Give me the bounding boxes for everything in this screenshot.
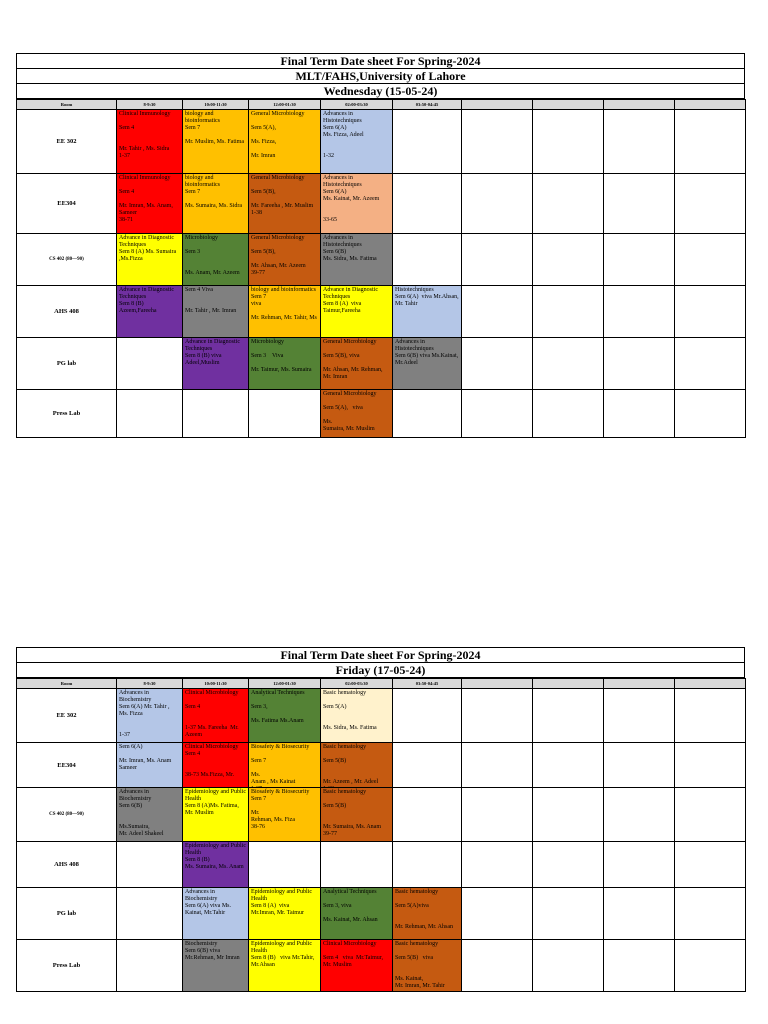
room-label: CS 402 (80—90) [17, 234, 117, 286]
exam-slot [321, 286, 393, 338]
empty-slot [675, 174, 746, 234]
header-timeslot [675, 679, 746, 689]
header-timeslot: 10:00-11:30 [183, 100, 249, 110]
header-timeslot: 8-9:30 [117, 679, 183, 689]
empty-slot [393, 788, 462, 842]
room-label: EE304 [17, 743, 117, 788]
empty-slot [393, 174, 462, 234]
table-row [17, 842, 746, 888]
header-timeslot: 12:00-01:30 [249, 679, 321, 689]
room-label: PG lab [17, 888, 117, 940]
room-label: AHS 408 [17, 286, 117, 338]
empty-slot [533, 888, 604, 940]
empty-slot [604, 689, 675, 743]
exam-slot-text: Sem 6(A) Mr. Imran, Ms. Anam Sameer [119, 744, 172, 771]
exam-slot-text: Basic hematology Sem 5(A)viva Mr. Rehman, Mr. Ahsan [395, 889, 453, 930]
exam-slot-text: Advances in Biochemistry Sem 6(A) viva Ms. Kainat, Mr.Tahir [185, 889, 231, 916]
empty-slot [604, 743, 675, 788]
empty-slot [675, 842, 746, 888]
exam-slot [249, 940, 321, 992]
empty-slot [604, 338, 675, 390]
sheet-title: Final Term Date sheet For Spring-2024 [16, 53, 745, 68]
room-label: EE 302 [17, 110, 117, 174]
empty-slot [604, 110, 675, 174]
exam-slot [117, 286, 183, 338]
header-timeslot [462, 100, 533, 110]
sheet-day: Wednesday (15-05-24) [16, 83, 745, 99]
header-timeslot: 03:50-04:45 [393, 100, 462, 110]
room-label: EE304 [17, 174, 117, 234]
room-label: EE 302 [17, 689, 117, 743]
exam-slot-text: Advance in Diagnostic Techniques Sem 8 (A) Ms. Sumaira ,Ms.Fizza [119, 235, 177, 262]
exam-slot-text: Biosafety & Biosecurity Sem 7 Mr. Rehman, Ms. Fiza 38-76 [251, 789, 310, 830]
empty-slot [462, 743, 533, 788]
empty-slot [604, 788, 675, 842]
empty-slot [462, 174, 533, 234]
exam-slot-text: General Microbiology Sem 5(B), Mr. Ahsan, Mr. Azeem 39-77 [251, 235, 306, 276]
exam-slot-text: Analytical Techniques Sem 3, Ms. Fatima Ms.Anam [251, 690, 305, 724]
exam-slot [393, 338, 462, 390]
exam-slot [183, 888, 249, 940]
datesheet-friday [16, 647, 745, 992]
empty-slot [675, 286, 746, 338]
sheet-title: Final Term Date sheet For Spring-2024 [16, 647, 745, 662]
exam-slot-text: Advances in Histotechniques Sem 6(A) Ms. Kainat, Mr. Azeem 33-65 [323, 175, 380, 223]
empty-slot [533, 743, 604, 788]
exam-slot [249, 338, 321, 390]
exam-slot [249, 110, 321, 174]
exam-slot-text: Advance in Diagnostic Techniques Sem 8 (B) Azeem,Fareeha [119, 287, 174, 314]
room-label: Press Lab [17, 390, 117, 438]
exam-slot-text: Basic hematology Sem 5(B) Mr. Azeem , Mr. Adeel [323, 744, 379, 785]
exam-slot-text: Microbiology Sem 3 Ms. Anam, Mr. Azeem [185, 235, 240, 276]
empty-slot [249, 390, 321, 438]
header-room: Room [17, 100, 117, 110]
header-timeslot: 02:00-03:30 [321, 679, 393, 689]
empty-slot [533, 940, 604, 992]
exam-slot [117, 234, 183, 286]
empty-slot [117, 390, 183, 438]
exam-slot-text: General Microbiology Sem 5(A), viva Ms. Sumaira, Mr. Muslim [323, 391, 377, 432]
exam-slot [117, 174, 183, 234]
header-timeslot: 02:00-03:30 [321, 100, 393, 110]
empty-slot [675, 338, 746, 390]
exam-slot [183, 174, 249, 234]
exam-slot-text: General Microbiology Sem 5(B), Mr. Fareeha , Mr. Muslim 1-38 [251, 175, 314, 216]
empty-slot [393, 390, 462, 438]
empty-slot [604, 940, 675, 992]
exam-slot [117, 788, 183, 842]
exam-slot [183, 110, 249, 174]
empty-slot [462, 234, 533, 286]
empty-slot [604, 286, 675, 338]
empty-slot [183, 390, 249, 438]
empty-slot [675, 234, 746, 286]
empty-slot [462, 338, 533, 390]
exam-slot [249, 743, 321, 788]
empty-slot [675, 743, 746, 788]
empty-slot [675, 940, 746, 992]
empty-slot [675, 390, 746, 438]
header-timeslot [675, 100, 746, 110]
exam-slot-text: biology and bioinformatics Sem 7 viva Mr. Rehman, Mr. Tahir, Ms [251, 287, 317, 321]
exam-slot [321, 743, 393, 788]
exam-slot [249, 174, 321, 234]
exam-slot-text: Analytical Techniques Sem 3, viva Ms. Kainat, Mr. Ahsan [323, 889, 378, 923]
exam-slot [249, 286, 321, 338]
empty-slot [675, 788, 746, 842]
exam-slot [249, 234, 321, 286]
exam-slot [321, 689, 393, 743]
empty-slot [462, 888, 533, 940]
empty-slot [604, 842, 675, 888]
empty-slot [675, 888, 746, 940]
empty-slot [321, 842, 393, 888]
header-timeslot [604, 679, 675, 689]
exam-slot [183, 234, 249, 286]
exam-slot-text: Microbiology Sem 3 Viva Mr. Taimur, Ms. Sumaira [251, 339, 312, 373]
exam-slot [321, 234, 393, 286]
exam-slot [321, 390, 393, 438]
empty-slot [117, 888, 183, 940]
exam-slot-text: Epidemiology and Public Health Sem 8 (A)Ms. Fatima, Mr. Muslim [185, 789, 246, 816]
empty-slot [462, 286, 533, 338]
room-label: CS 402 (80—90) [17, 788, 117, 842]
header-timeslot: 10:00-11:30 [183, 679, 249, 689]
empty-slot [533, 390, 604, 438]
exam-slot [183, 788, 249, 842]
exam-slot-text: Advance in Diagnostic Techniques Sem 8 (A) viva Taimur,Fareeha [323, 287, 378, 314]
table-row [17, 743, 746, 788]
exam-slot [321, 174, 393, 234]
table-row [17, 286, 746, 338]
empty-slot [604, 888, 675, 940]
header-row [17, 100, 746, 110]
header-row [17, 679, 746, 689]
exam-slot [249, 788, 321, 842]
table-row [17, 234, 746, 286]
empty-slot [393, 842, 462, 888]
exam-slot-text: Basic hematology Sem 5(A) Ms. Sidra, Ms. Fatima [323, 690, 377, 731]
exam-slot-text: Advances in Histotechniques Sem 6(A) Ms. Fizza, Adeel 1-32 [323, 111, 364, 159]
exam-slot-text: Clinical Immunology Sem 4 Mr. Tahir , Ms. Sidra 1-37 [119, 111, 171, 159]
exam-slot-text: Epidemiology and Public Health Sem 8 (A) viva Mr.Imran, Mr. Taimur [251, 889, 312, 916]
sheet-day: Friday (17-05-24) [16, 662, 745, 678]
exam-slot-text: Advances in Biochemistry Sem 6(B) Ms.Sumaira, Mr. Adeel Shakeel [119, 789, 164, 837]
exam-slot-text: Sem 4 Viva Mr. Tahir , Mr. Imran [185, 287, 237, 314]
exam-slot [249, 888, 321, 940]
empty-slot [533, 286, 604, 338]
empty-slot [533, 234, 604, 286]
empty-slot [604, 174, 675, 234]
exam-slot-text: Clinical Microbiology Sem 4 38-73 Ms.Fizza, Mr. [185, 744, 239, 778]
exam-slot [321, 338, 393, 390]
empty-slot [675, 110, 746, 174]
exam-slot [393, 888, 462, 940]
room-label: Press Lab [17, 940, 117, 992]
sheet-subtitle: MLT/FAHS,University of Lahore [16, 68, 745, 83]
datesheet-wednesday [16, 53, 745, 438]
header-timeslot [604, 100, 675, 110]
empty-slot [533, 110, 604, 174]
empty-slot [117, 940, 183, 992]
table-row [17, 390, 746, 438]
exam-slot-text: biology and bioinformatics Sem 7 Mr. Muslim, Ms. Fatima [185, 111, 245, 145]
exam-slot-text: Clinical Microbiology Sem 4 viva Mr.Taimur, Mr. Muslim [323, 941, 383, 968]
exam-slot-text: Biosafety & Biosecurity Sem 7 Ms. Anam , Ms Kainat [251, 744, 310, 785]
empty-slot [675, 689, 746, 743]
exam-slot-text: Clinical Microbiology Sem 4 1-37 Ms. Fareeha Mr. Azeem [185, 690, 239, 738]
table-row [17, 788, 746, 842]
exam-slot-text: Basic hematology Sem 5(B) viva Ms. Kainat, Mr. Imran, Mr. Tahir [395, 941, 445, 989]
table-row [17, 338, 746, 390]
exam-slot-text: Advances in Histotechniques Sem 6(B) Ms. Sidra, Ms. Fatima [323, 235, 377, 262]
exam-slot-text: Advance in Diagnostic Techniques Sem 8 (B) viva Adeel,Muslim [185, 339, 240, 366]
header-room: Room [17, 679, 117, 689]
table-row [17, 888, 746, 940]
schedule-table [16, 99, 746, 438]
empty-slot [462, 842, 533, 888]
empty-slot [462, 788, 533, 842]
empty-slot [604, 390, 675, 438]
table-row [17, 940, 746, 992]
exam-slot-text: Advances in Biochemistry Sem 6(A) Mr. Tahir , Ms. Fizza 1-37 [119, 690, 170, 738]
schedule-table [16, 678, 746, 992]
header-timeslot [533, 679, 604, 689]
empty-slot [604, 234, 675, 286]
empty-slot [393, 689, 462, 743]
empty-slot [393, 743, 462, 788]
room-label: AHS 408 [17, 842, 117, 888]
exam-slot [321, 940, 393, 992]
exam-slot-text: General Microbiology Sem 5(B), viva Mr. Ahsan, Mr. Rehman, Mr. Imran [323, 339, 383, 380]
exam-slot-text: Clinical Immunology Sem 4 Mr. Imran, Ms. Anam, Sameer 38-71 [119, 175, 173, 223]
empty-slot [533, 788, 604, 842]
exam-slot [321, 110, 393, 174]
exam-slot [117, 689, 183, 743]
exam-slot-text: Advances in Histotechniques Sem 6(B) viva Ms.Kainat, Mr.Adeel [395, 339, 459, 366]
exam-slot [117, 110, 183, 174]
exam-slot-text: Epidemiology and Public Health Sem 8 (B) Ms. Sumaira, Ms. Anam [185, 843, 246, 870]
empty-slot [249, 842, 321, 888]
exam-slot [183, 286, 249, 338]
header-timeslot: 03:50-04:45 [393, 679, 462, 689]
exam-slot [183, 940, 249, 992]
exam-slot [183, 743, 249, 788]
exam-slot [321, 788, 393, 842]
exam-slot-text: biology and bioinformatics Sem 7 Ms. Sumaira, Ms. Sidra [185, 175, 242, 209]
exam-slot [393, 940, 462, 992]
header-timeslot: 8-9:30 [117, 100, 183, 110]
room-label: PG lab [17, 338, 117, 390]
empty-slot [533, 842, 604, 888]
header-timeslot [462, 679, 533, 689]
empty-slot [393, 110, 462, 174]
exam-slot [183, 689, 249, 743]
empty-slot [117, 338, 183, 390]
empty-slot [462, 689, 533, 743]
empty-slot [533, 174, 604, 234]
table-row [17, 174, 746, 234]
exam-slot-text: Histotechniques Sem 6(A) viva Mr.Ahsan, Mr. Tahir [395, 287, 459, 307]
exam-slot-text: General Microbiology Sem 5(A), Ms. Fizza, Mr. Imran [251, 111, 305, 159]
empty-slot [117, 842, 183, 888]
empty-slot [533, 338, 604, 390]
exam-slot-text: Epidemiology and Public Health Sem 8 (B) viva Mr.Tahir, Mr.Ahsan [251, 941, 315, 968]
empty-slot [533, 689, 604, 743]
exam-slot [249, 689, 321, 743]
exam-slot [321, 888, 393, 940]
exam-slot [183, 842, 249, 888]
exam-slot [393, 286, 462, 338]
table-row [17, 110, 746, 174]
table-row [17, 689, 746, 743]
exam-slot-text: Basic hematology Sem 5(B) Mr. Sumaira, Ms. Anam 39-77 [323, 789, 381, 837]
header-timeslot: 12:00-01:30 [249, 100, 321, 110]
exam-slot [117, 743, 183, 788]
exam-slot [183, 338, 249, 390]
empty-slot [462, 390, 533, 438]
exam-slot-text: Biochemistry Sem 6(B) viva Mr.Rehman, Mr Imran [185, 941, 240, 961]
empty-slot [462, 110, 533, 174]
header-timeslot [533, 100, 604, 110]
empty-slot [462, 940, 533, 992]
empty-slot [393, 234, 462, 286]
